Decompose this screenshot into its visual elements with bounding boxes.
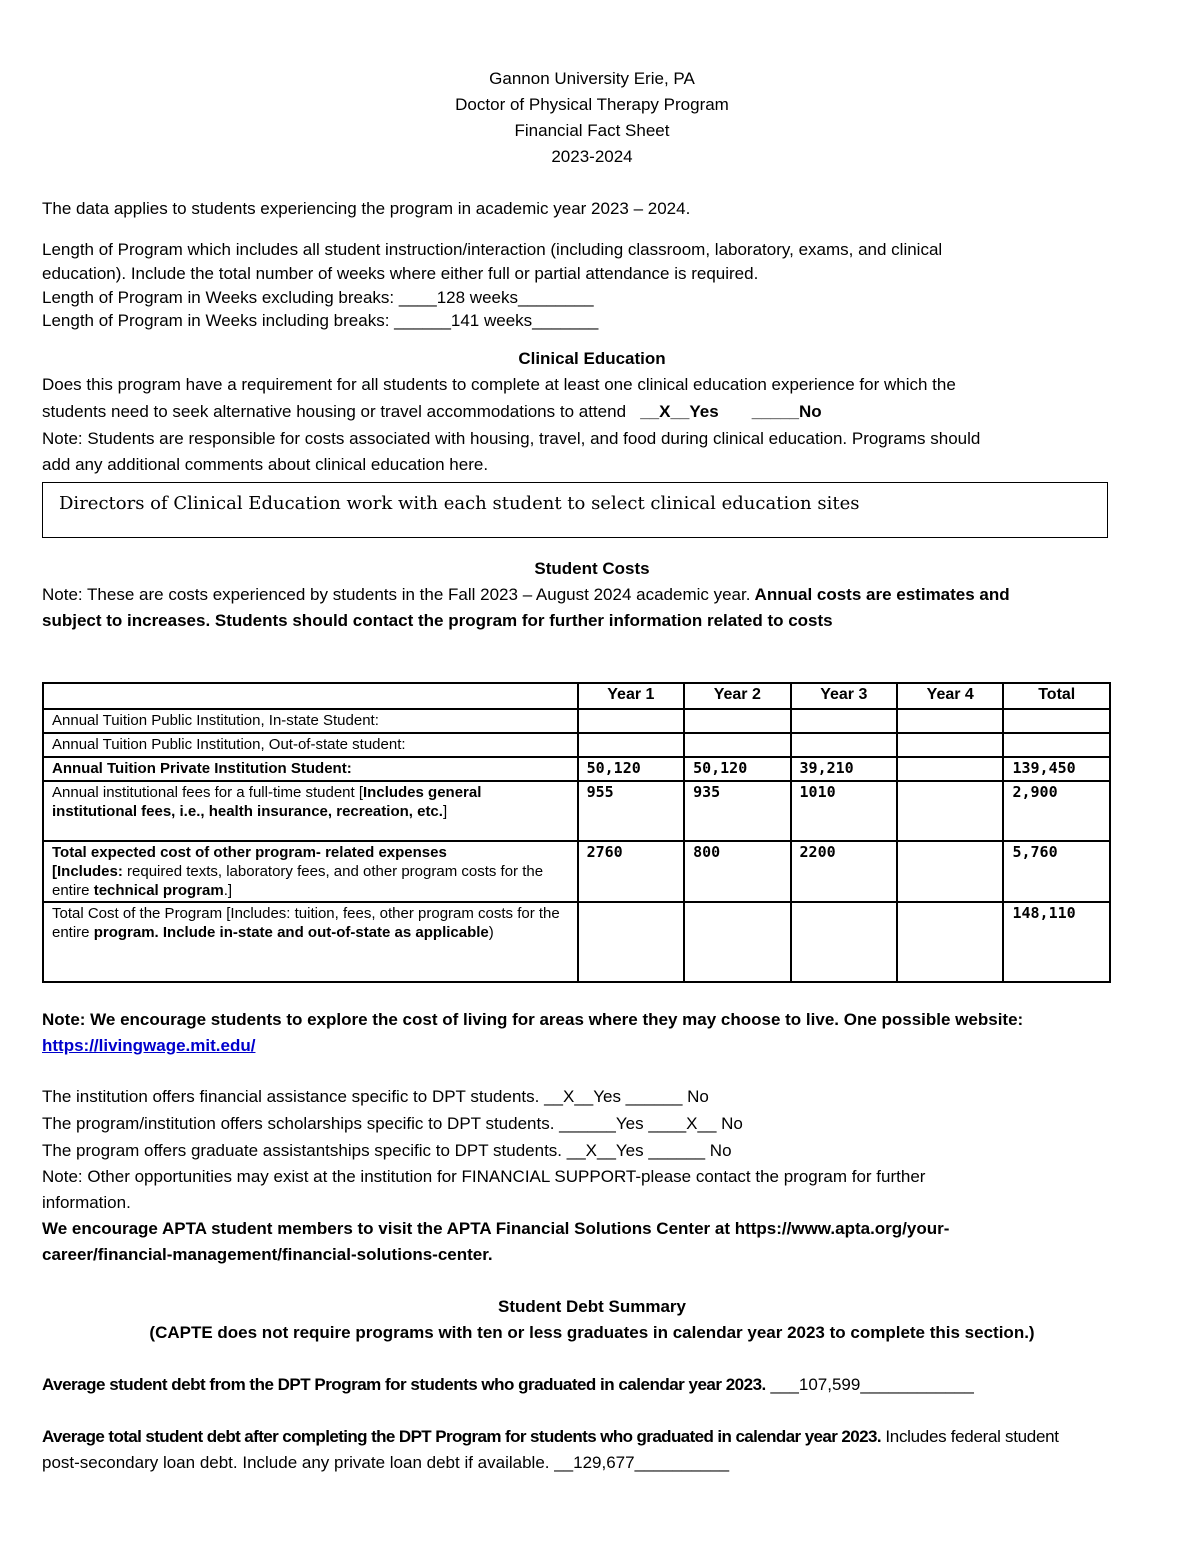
row-label-part: [Includes: (52, 863, 123, 880)
graduate-assistantships: The program offers graduate assistantships specific to DPT students. __X__Yes ______ No (42, 1141, 732, 1160)
row-label (43, 902, 578, 982)
avg-total-debt-rest-1: Includes federal student (880, 1427, 1059, 1446)
clinical-answer-no: _____No (751, 402, 822, 421)
clinical-answer-yes: __X__Yes (640, 402, 719, 421)
table-row (43, 709, 1110, 733)
cell-year-2 (684, 709, 790, 733)
column-header (43, 683, 578, 709)
avg-total-debt-value: __129,677__________ (549, 1453, 730, 1472)
table-row (43, 733, 1110, 757)
cell-total (1003, 709, 1110, 733)
costs-note-2: subject to increases. Students should contact the program for further information related to costs (42, 611, 833, 630)
cell-year-1 (578, 709, 684, 733)
student-costs-section (42, 556, 1142, 983)
assistance-note-1: Note: Other opportunities may exist at the institution for FINANCIAL SUPPORT-please contact the program for further (42, 1167, 926, 1186)
column-header-year-3: Year 3 (791, 683, 897, 709)
apta-note-2: career/financial-management/financial-solutions-center. (42, 1245, 493, 1264)
cell-total: 139,450 (1003, 757, 1110, 781)
document-header (42, 66, 1142, 170)
avg-dpt-debt-label: Average student debt from the DPT Program for students who graduated in calendar year 2023. (42, 1375, 766, 1394)
cell-total (1003, 733, 1110, 757)
row-label-part: Includes general institutional fees, i.e., health insurance, recreation, etc. (52, 784, 482, 820)
cell-year-2 (684, 902, 790, 982)
costs-note-bold-1: Annual costs are estimates and (750, 585, 1010, 604)
cell-year-2: 935 (684, 781, 790, 841)
debt-subheading: (CAPTE does not require programs with ten or less graduates in calendar year 2023 to complete this section.) (149, 1323, 1035, 1342)
clinical-question-2-text: students need to seek alternative housing or travel accommodations to attend (42, 402, 627, 421)
column-header-year-1: Year 1 (578, 683, 684, 709)
academic-year: 2023-2024 (551, 147, 633, 166)
livingwage-link[interactable]: https://livingwage.mit.edu/ (42, 1036, 256, 1055)
row-label-part: ] (442, 803, 448, 820)
clinical-education-section (42, 346, 1142, 538)
cell-year-1 (578, 902, 684, 982)
cell-year-2 (684, 733, 790, 757)
clinical-question-1: Does this program have a requirement for all students to complete at least one clinical education experience for which the (42, 375, 956, 394)
column-header-year-2: Year 2 (684, 683, 790, 709)
table-row (43, 757, 1110, 781)
cell-total: 2,900 (1003, 781, 1110, 841)
cell-year-1: 2760 (578, 841, 684, 902)
avg-total-debt-2 (42, 1450, 1142, 1476)
cell-year-4 (897, 841, 1003, 902)
clinical-comment: Directors of Clinical Education work with each student to select clinical education sites (59, 493, 860, 514)
cell-year-3: 39,210 (791, 757, 897, 781)
weeks-incl-value: ______141 weeks_______ (394, 311, 599, 330)
program-length-section (42, 238, 1142, 332)
program-name: Doctor of Physical Therapy Program (455, 95, 729, 114)
row-label (43, 841, 578, 902)
row-label-part: ) (488, 924, 494, 941)
cell-year-4 (897, 902, 1003, 982)
weeks-incl-label: Length of Program in Weeks including breaks: (42, 311, 390, 330)
column-header-total: Total (1003, 683, 1110, 709)
apta-note-1: We encourage APTA student members to visit the APTA Financial Solutions Center at https://www.apta.org/your- (42, 1219, 950, 1238)
row-label-part: program. Include in-state and out-of-state as applicable (93, 924, 489, 941)
cell-year-3 (791, 733, 897, 757)
sheet-title: Financial Fact Sheet (514, 121, 670, 140)
costs-note-1 (42, 582, 1142, 608)
clinical-question-2 (42, 398, 1142, 426)
weeks-excl-value: ____128 weeks________ (398, 288, 594, 307)
cell-year-3 (791, 709, 897, 733)
avg-total-debt (42, 1424, 1142, 1450)
cell-year-1: 955 (578, 781, 684, 841)
cell-year-1: 50,120 (578, 757, 684, 781)
costs-note-lead: Note: These are costs experienced by students in the Fall 2023 – August 2024 academic year. (42, 585, 751, 604)
costs-table (42, 682, 1111, 983)
cell-year-4 (897, 757, 1003, 781)
cell-total: 148,110 (1003, 902, 1110, 982)
clinical-note-1: Note: Students are responsible for costs associated with housing, travel, and food during clinical education. Programs should (42, 429, 981, 448)
scholarships: The program/institution offers scholarships specific to DPT students. ______Yes ____X__ No (42, 1114, 743, 1133)
avg-total-debt-rest-2: post-secondary loan debt. Include any private loan debt if available. (42, 1453, 550, 1472)
cell-year-3 (791, 902, 897, 982)
costs-heading: Student Costs (534, 559, 650, 578)
clinical-note-2: add any additional comments about clinical education here. (42, 455, 489, 474)
table-row (43, 841, 1110, 902)
row-label: Annual Tuition Public Institution, In-state Student: (43, 709, 578, 733)
length-description-1: Length of Program which includes all student instruction/interaction (including classroom, laboratory, exams, and clinical (42, 240, 943, 259)
avg-total-debt-label: Average total student debt after completing the DPT Program for students who graduated in calendar year 2023. (42, 1427, 881, 1446)
clinical-comment-box (42, 482, 1108, 538)
table-row (43, 902, 1110, 982)
university-name: Gannon University Erie, PA (489, 69, 695, 88)
row-label: Annual Tuition Private Institution Student: (43, 757, 578, 781)
living-note: Note: We encourage students to explore the cost of living for areas where they may choose to live. One possible website: (42, 1010, 1024, 1029)
weeks-excluding-breaks (42, 286, 1142, 309)
row-label-part: technical program (93, 882, 224, 899)
cell-year-4 (897, 733, 1003, 757)
row-label-part: .] (223, 882, 233, 899)
assistance-note-2: information. (42, 1193, 131, 1212)
cell-year-2: 50,120 (684, 757, 790, 781)
row-label: Annual Tuition Public Institution, Out-of-state student: (43, 733, 578, 757)
cell-year-3: 1010 (791, 781, 897, 841)
student-debt-section (42, 1294, 1142, 1476)
table-header-row (43, 683, 1110, 709)
cost-of-living-section (42, 1007, 1142, 1059)
cell-year-2: 800 (684, 841, 790, 902)
row-label-part: required texts, laboratory fees, and other program costs for the entire (52, 863, 544, 899)
financial-assistance: The institution offers financial assistance specific to DPT students. __X__Yes ______ No (42, 1087, 709, 1106)
table-row (43, 781, 1110, 841)
length-description-2: education). Include the total number of weeks where either full or partial attendance is required. (42, 264, 759, 283)
avg-dpt-debt-value: ___107,599____________ (765, 1375, 974, 1394)
cell-year-4 (897, 709, 1003, 733)
weeks-excl-label: Length of Program in Weeks excluding breaks: (42, 288, 395, 307)
debt-heading: Student Debt Summary (498, 1297, 686, 1316)
fact-sheet (42, 66, 1142, 1476)
column-header-year-4: Year 4 (897, 683, 1003, 709)
assistance-section (42, 1083, 1142, 1268)
avg-dpt-debt (42, 1372, 1142, 1398)
row-label-part: Total expected cost of other program- related expenses (52, 844, 447, 861)
weeks-including-breaks (42, 309, 1142, 332)
cell-year-4 (897, 781, 1003, 841)
applies-statement: The data applies to students experiencing the program in academic year 2023 – 2024. (42, 199, 691, 218)
row-label-part: Total Cost of the Program [Includes: tuition, fees, other program costs for the entire (52, 905, 560, 941)
row-label (43, 781, 578, 841)
cell-total: 5,760 (1003, 841, 1110, 902)
clinical-heading: Clinical Education (518, 349, 666, 368)
cell-year-1 (578, 733, 684, 757)
row-label-part: Annual institutional fees for a full-time student [ (52, 784, 364, 801)
cell-year-3: 2200 (791, 841, 897, 902)
